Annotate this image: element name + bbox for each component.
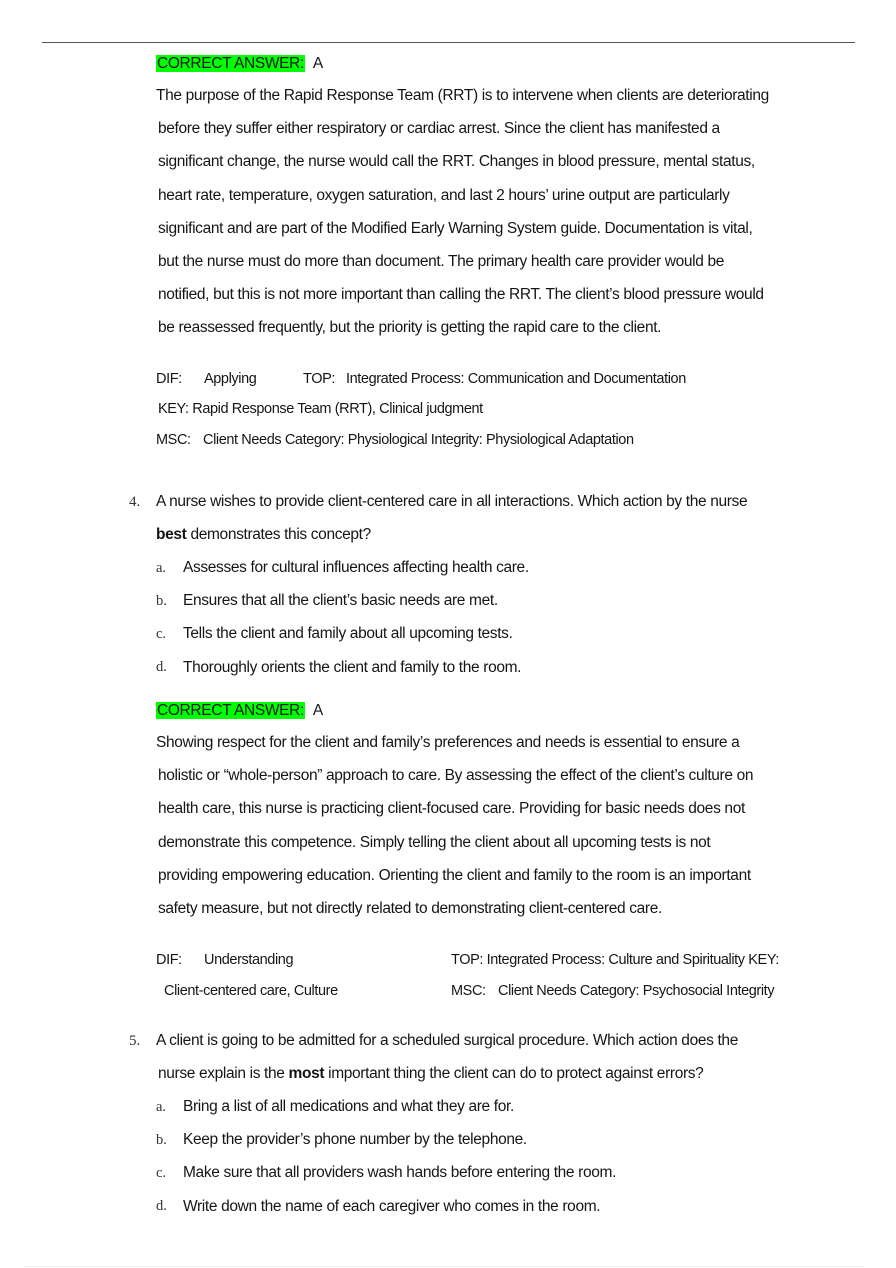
q3-rationale-line: heart rate, temperature, oxygen saturation, and last 2 hours’ urine output are particularly	[158, 187, 730, 204]
q4-rationale-line: demonstrate this competence. Simply telling the client about all upcoming tests is not	[158, 834, 711, 851]
q3-msc-label: MSC:	[156, 432, 191, 448]
q4-dif-label: DIF:	[156, 952, 182, 968]
q3-dif-value: Applying	[204, 371, 257, 387]
q4-stem-rest: demonstrates this concept?	[186, 526, 371, 543]
q5-option-d: Write down the name of each caregiver who comes in the room.	[183, 1198, 601, 1215]
q3-rationale-line: significant change, the nurse would call the RRT. Changes in blood pressure, mental status,	[158, 153, 755, 170]
q3-rationale-line: but the nurse must do more than document. The primary health care provider would be	[158, 253, 725, 270]
correct-answer-value: A	[312, 55, 323, 72]
q3-rationale-line: significant and are part of the Modified Early Warning System guide. Documentation is vital,	[158, 220, 753, 237]
q4-dif-value: Understanding	[204, 952, 294, 968]
q5-number: 5.	[129, 1033, 141, 1049]
q4-option-b: Ensures that all the client’s basic needs are met.	[183, 592, 498, 609]
q4-rationale-line: health care, this nurse is practicing client-focused care. Providing for basic needs does not	[158, 800, 745, 817]
q3-key: KEY: Rapid Response Team (RRT), Clinical judgment	[158, 401, 483, 417]
q4-msc-value: Client Needs Category: Psychosocial Integrity	[498, 983, 775, 999]
q3-rationale-line: before they suffer either respiratory or cardiac arrest. Since the client has manifested a	[158, 120, 720, 137]
q5-option-c: Make sure that all providers wash hands before entering the room.	[183, 1164, 617, 1181]
q4-option-a: Assesses for cultural influences affecting health care.	[183, 559, 529, 576]
q5-option-letter: a.	[156, 1099, 167, 1115]
q4-stem-line: A nurse wishes to provide client-centered care in all interactions. Which action by the nurse	[156, 493, 748, 510]
q3-correct-answer	[156, 54, 323, 74]
q4-option-c: Tells the client and family about all upcoming tests.	[183, 625, 513, 642]
q5-option-b: Keep the provider’s phone number by the telephone.	[183, 1131, 527, 1148]
q4-option-letter: a.	[156, 560, 167, 576]
correct-answer-label: CORRECT ANSWER:	[157, 55, 304, 72]
q3-rationale-line: be reassessed frequently, but the priority is getting the rapid care to the client.	[158, 319, 662, 336]
q3-top-value: Integrated Process: Communication and Documentation	[346, 371, 686, 387]
q4-key-value: Client-centered care, Culture	[164, 983, 338, 999]
q5-stem-pre: nurse explain is the	[158, 1065, 289, 1082]
q3-top-label: TOP:	[303, 371, 335, 387]
page-bottom-edge	[24, 1266, 864, 1267]
q5-emphasis: most	[288, 1065, 325, 1082]
q3-dif-label: DIF:	[156, 371, 182, 387]
q4-correct-answer	[156, 701, 323, 721]
q4-option-letter: c.	[156, 626, 167, 642]
q3-msc-value: Client Needs Category: Physiological Integrity: Physiological Adaptation	[203, 432, 634, 448]
correct-answer-value: A	[312, 702, 323, 719]
q4-rationale-line: holistic or “whole-person” approach to care. By assessing the effect of the client’s culture on	[158, 767, 754, 784]
q5-option-letter: b.	[156, 1132, 167, 1148]
q5-option-a: Bring a list of all medications and what they are for.	[183, 1098, 514, 1115]
q3-rationale-line: notified, but this is not more important than calling the RRT. The client’s blood pressure would	[158, 286, 764, 303]
q4-option-letter: d.	[156, 659, 167, 675]
q5-stem-line	[158, 1064, 703, 1084]
q4-rationale-line: safety measure, but not directly related to demonstrating client-centered care.	[158, 900, 662, 917]
q4-rationale-line: Showing respect for the client and family’s preferences and needs is essential to ensure a	[156, 734, 740, 751]
q4-option-d: Thoroughly orients the client and family to the room.	[183, 659, 522, 676]
q5-stem-line: A client is going to be admitted for a scheduled surgical procedure. Which action does the	[156, 1032, 738, 1049]
q4-emphasis: best	[156, 526, 187, 543]
correct-answer-label: CORRECT ANSWER:	[157, 702, 304, 719]
q4-top: TOP: Integrated Process: Culture and Spirituality KEY:	[451, 952, 779, 968]
q5-option-letter: c.	[156, 1165, 167, 1181]
q4-stem-line	[156, 525, 371, 545]
q4-option-letter: b.	[156, 593, 167, 609]
q4-msc-label: MSC:	[451, 983, 486, 999]
q5-stem-rest: important thing the client can do to protect against errors?	[324, 1065, 704, 1082]
q4-number: 4.	[129, 494, 141, 510]
q5-option-letter: d.	[156, 1198, 167, 1214]
q4-rationale-line: providing empowering education. Orienting the client and family to the room is an important	[158, 867, 751, 884]
page-top-rule	[42, 42, 855, 43]
q3-rationale-line: The purpose of the Rapid Response Team (RRT) is to intervene when clients are deteriorating	[156, 87, 769, 104]
